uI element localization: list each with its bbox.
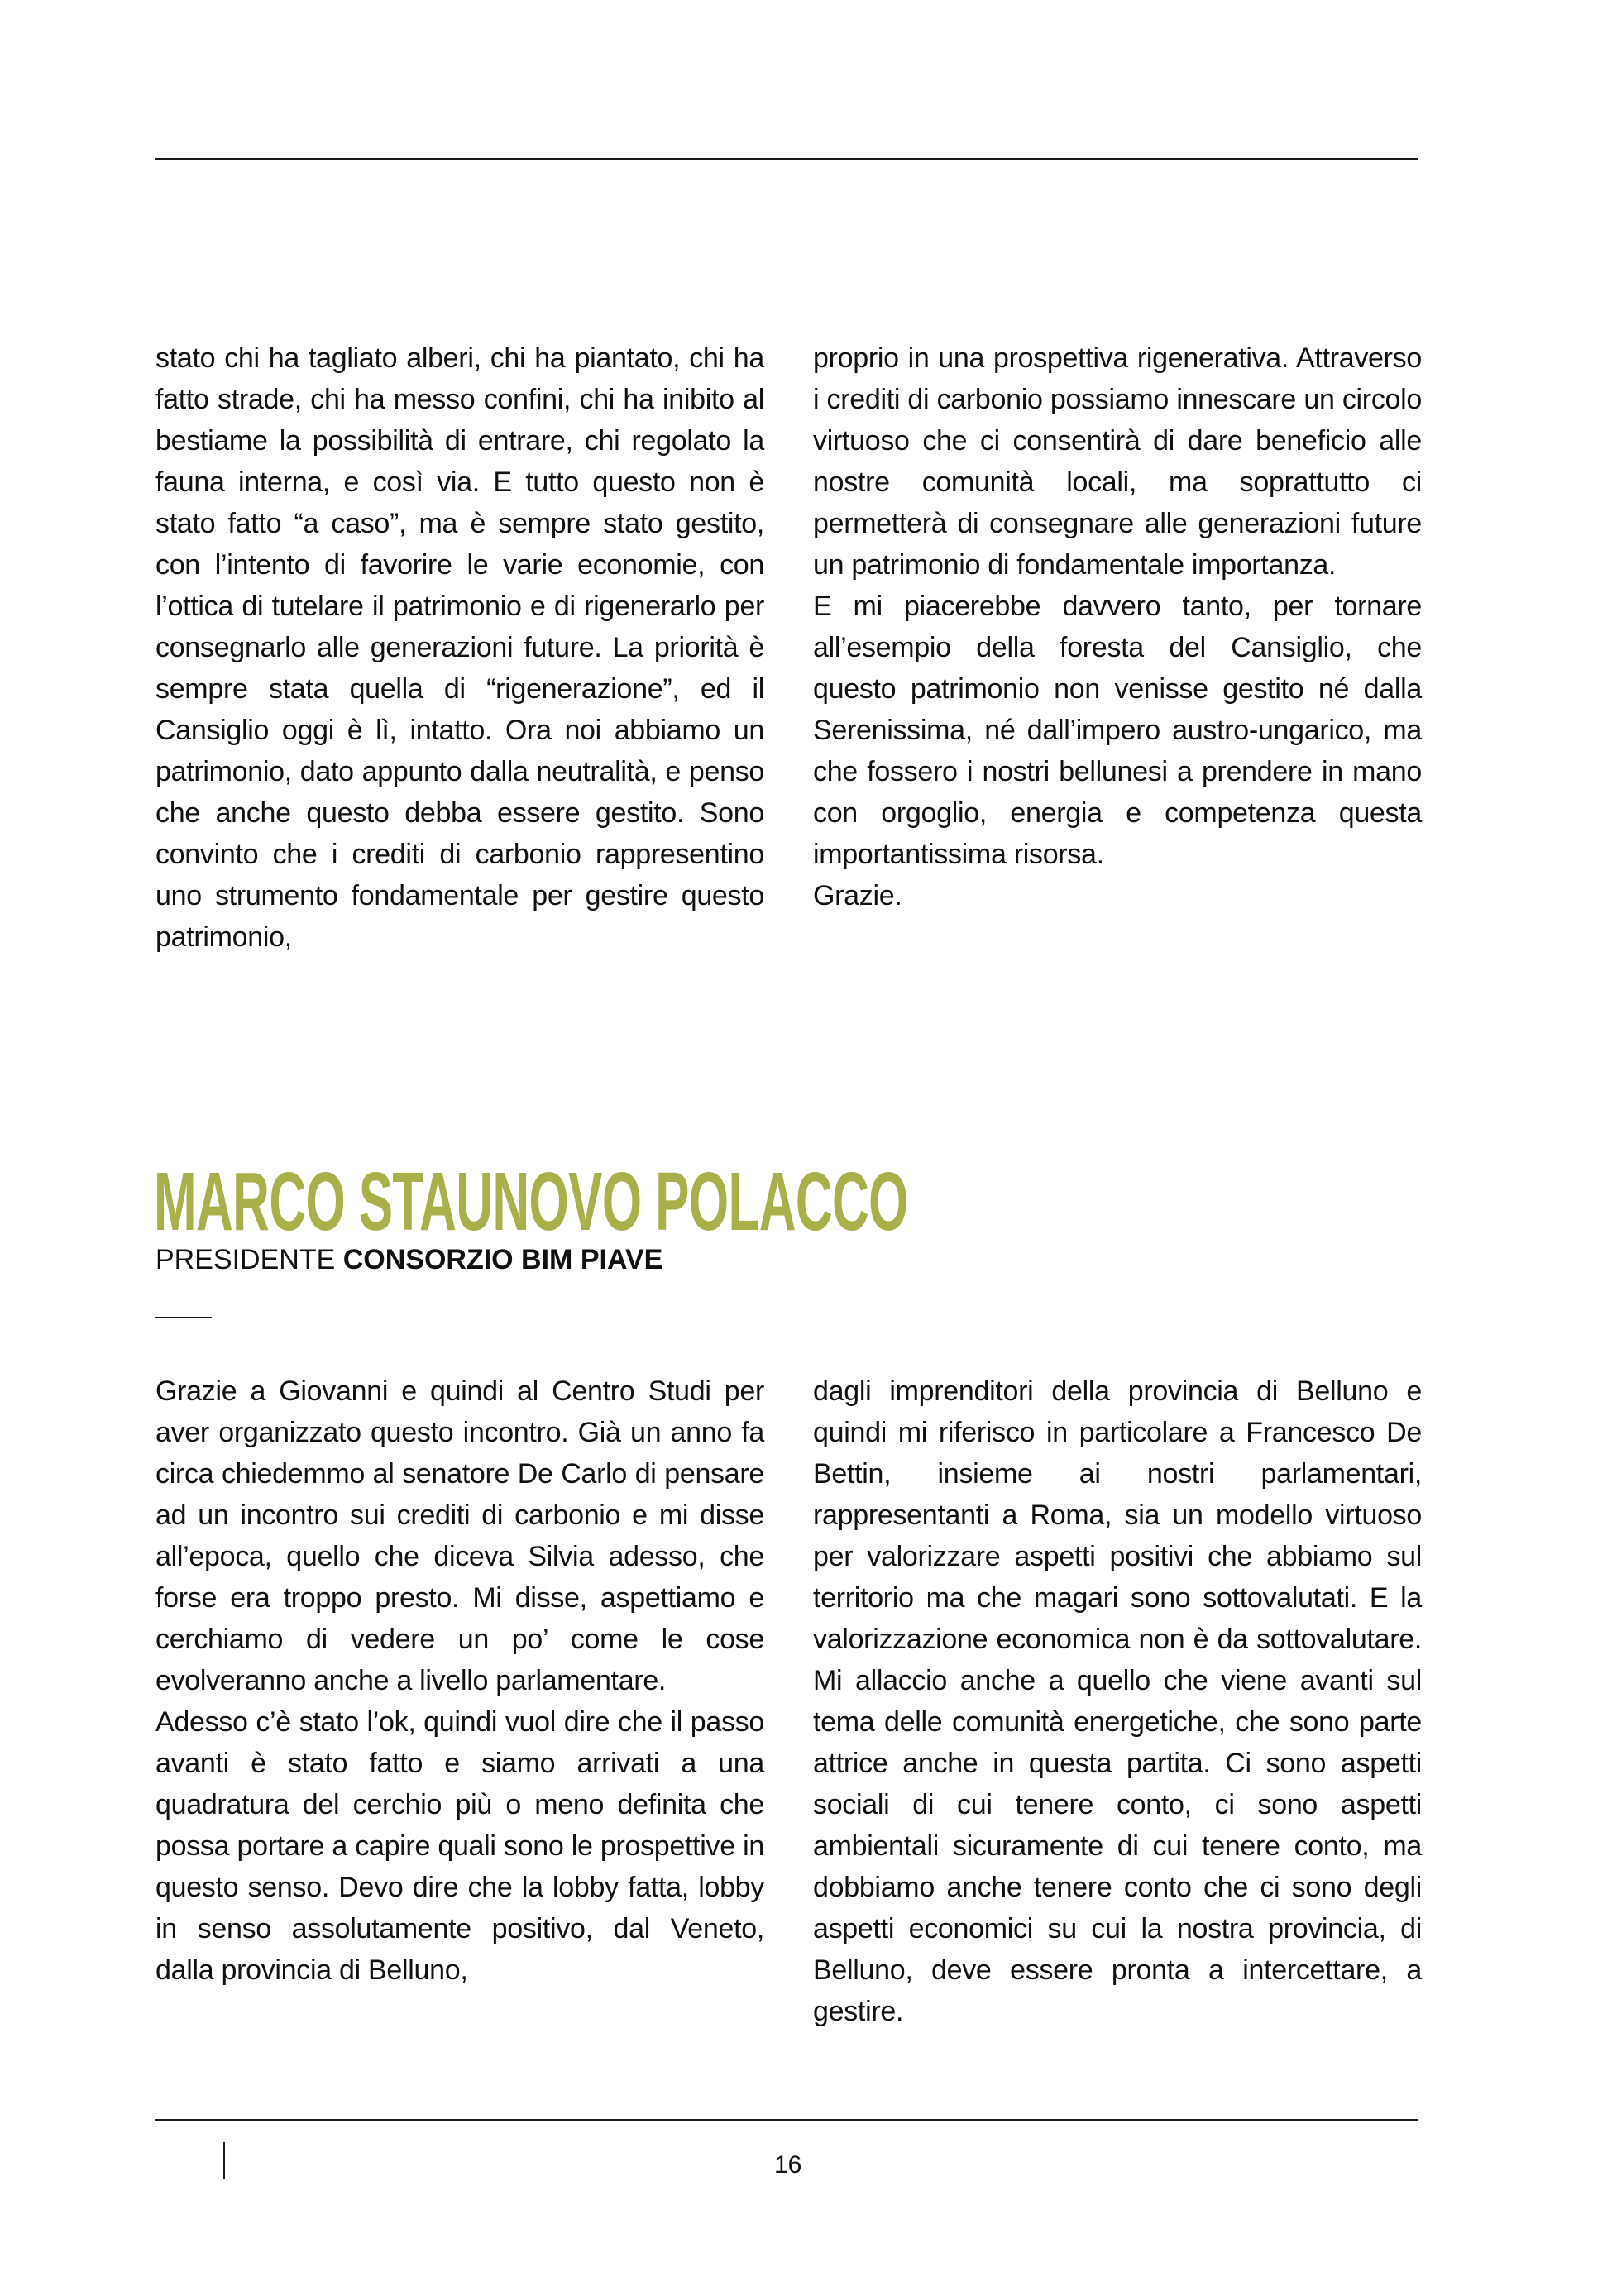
speaker-role [155, 1243, 662, 1276]
paragraph: proprio in una prospettiva rigenerativa. Attraverso i crediti di carbonio possiamo innescare un circolo virtuoso che ci consentirà di dare beneficio alle nostre comunità locali, ma soprattutto ci permetterà di consegnare alle generazioni future un patrimonio di fondamentale importanza. [813, 342, 1422, 581]
footer-vertical-bar [223, 2142, 225, 2179]
heading-underline [155, 1317, 212, 1318]
paragraph: Grazie. [813, 880, 902, 911]
paragraph: dagli imprenditori della provincia di Belluno e quindi mi riferisco in particolare a Francesco De Bettin, insieme ai nostri parlamentari, rappresentanti a Roma, sia un modello virtuoso per valorizzare aspetti positivi che abbiamo sul territorio ma che magari sono sottovalutati. E la valorizzazione economica non è da sottovalutare. Mi allaccio anche a quello che viene avanti sul tema delle comunità energetiche, che sono parte attrice anche in questa partita. Ci sono aspetti sociali di cui tenere conto, ci sono aspetti ambientali sicuramente di cui tenere conto, ma dobbiamo anche tenere conto che ci sono degli aspetti economici su cui la nostra provincia, di Belluno, deve essere pronta a intercettare, a gestire. [813, 1375, 1422, 2027]
paragraph: Grazie a Giovanni e quindi al Centro Studi per aver organizzato questo incontro. Già un anno fa circa chiedemmo al senatore De Carlo di pensare ad un incontro sui crediti di carbonio e mi disse all’epoca, quello che diceva Silvia adesso, che forse era troppo presto. Mi disse, aspettiamo e cerchiamo di vedere un po’ come le cose evolveranno anche a livello parlamentare. [155, 1375, 764, 1696]
section2-left-column [155, 1370, 764, 1991]
section1-right-column [813, 337, 1422, 916]
section1-left-column [155, 337, 764, 958]
paragraph: E mi piacerebbe davvero tanto, per tornare all’esempio della foresta del Cansiglio, che questo patrimonio non venisse gestito né dalla Serenissima, né dall’impero austro-ungarico, ma che fossero i nostri bellunesi a prendere in mano con orgoglio, energia e competenza questa importantissima risorsa. [813, 591, 1422, 870]
speaker-organization: CONSORZIO BIM PIAVE [342, 1244, 663, 1275]
paragraph: Adesso c’è stato l’ok, quindi vuol dire che il passo avanti è stato fatto e siamo arrivati a una quadratura del cerchio più o meno definita che possa portare a capire quali sono le prospettive in questo senso. Devo dire che la lobby fatta, lobby in senso assolutamente positivo, dal Veneto, dalla provincia di Belluno, [155, 1706, 764, 1986]
paragraph: stato chi ha tagliato alberi, chi ha piantato, chi ha fatto strade, chi ha messo confini, chi ha inibito al bestiame la possibilità di entrare, chi regolato la fauna interna, e così via. E tutto questo non è stato fatto “a caso”, ma è sempre stato gestito, con l’intento di favorire le varie economie, con l’ottica di tutelare il patrimonio e di rigenerarlo per consegnarlo alle generazioni future. La priorità è sempre stata quella di “rigenerazione”, ed il Cansiglio oggi è lì, intatto. Ora noi abbiamo un patrimonio, dato appunto dalla neutralità, e penso che anche questo debba essere gestito. Sono convinto che i crediti di carbonio rappresentino uno strumento fondamentale per gestire questo patrimonio, [155, 342, 764, 953]
footer-divider [155, 2119, 1418, 2121]
page-number: 16 [774, 2151, 802, 2179]
section2-right-column [813, 1370, 1422, 2032]
speaker-role-title: PRESIDENTE [155, 1244, 336, 1275]
speaker-name-heading: MARCO STAUNOVO POLACCO [154, 1155, 908, 1248]
header-divider [155, 158, 1418, 160]
